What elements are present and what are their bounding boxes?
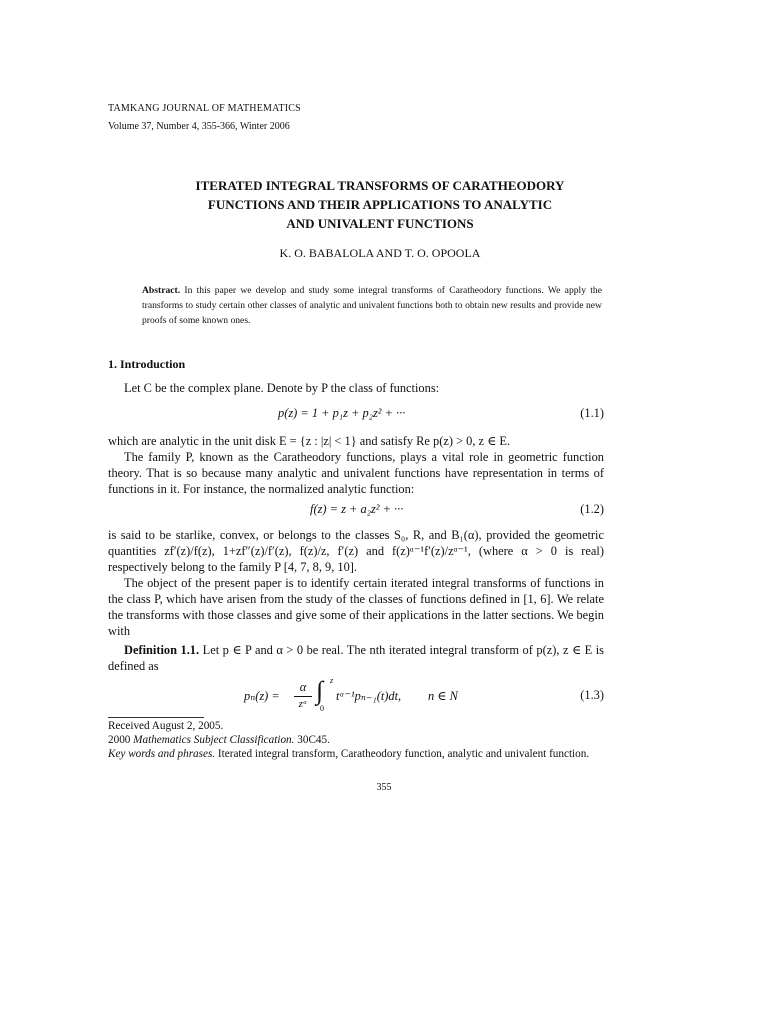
msc-label: Mathematics Subject Classification. bbox=[133, 734, 295, 746]
eq-frac-denominator: zᵅ bbox=[298, 698, 308, 710]
paragraph-text: is said to be starlike, convex, or belongs to the classes S₀, R, and B₁(α), provided the geometric quantities zf′(z)/f(z), 1+zf″(z)/f′(z), f(z)/z, f′(z) and f(z)ᵅ⁻¹f′(z)/zᵅ⁻¹, (where α > 0 is real) respectively belong to the family P [4, 7, 8, 9, 10]. bbox=[108, 528, 604, 574]
eq-frac-numerator: α bbox=[299, 680, 307, 694]
integral-sign: ∫ bbox=[316, 676, 324, 705]
definition-text: Let p ∈ P and α > 0 be real. The nth iterated integral transform of p(z), z ∈ E is defined as bbox=[108, 643, 604, 673]
msc-year: 2000 bbox=[108, 734, 131, 746]
footnote-rule bbox=[108, 717, 204, 718]
integral-lower-limit: 0 bbox=[320, 704, 324, 713]
eq-frac-bar bbox=[294, 696, 312, 697]
title-line: ITERATED INTEGRAL TRANSFORMS OF CARATHEODORY bbox=[195, 178, 565, 193]
authors: K. O. BABALOLA AND T. O. OPOOLA bbox=[279, 246, 481, 260]
paper-title bbox=[130, 176, 630, 233]
equation-1-3 bbox=[244, 676, 544, 714]
paragraph bbox=[108, 433, 604, 497]
page-number: 355 bbox=[376, 782, 392, 793]
paragraph-text: which are analytic in the unit disk E = {z : |z| < 1} and satisfy Re p(z) > 0, z ∈ E. bbox=[108, 434, 511, 448]
paragraph-text: Let C be the complex plane. Denote by P the class of functions: bbox=[124, 381, 440, 395]
equation-number: (1.2) bbox=[580, 502, 604, 516]
footnote-received: Received August 2, 2005. bbox=[108, 720, 224, 732]
paragraph bbox=[108, 527, 604, 639]
abstract bbox=[142, 283, 602, 328]
footnote-keywords bbox=[108, 747, 604, 761]
eq-integrand: tᵅ⁻¹pₙ₋₁(t)dt, bbox=[336, 689, 402, 703]
journal-volume: Volume 37, Number 4, 355-366, Winter 2006 bbox=[108, 121, 290, 132]
equation-number: (1.1) bbox=[580, 406, 604, 420]
abstract-text: In this paper we develop and study some integral transforms of Caratheodory functions. We apply the transforms to study certain other classes of analytic and univalent functions both to obtain new results and provide new proofs of some known ones. bbox=[142, 285, 602, 326]
title-line: AND UNIVALENT FUNCTIONS bbox=[286, 216, 474, 231]
definition-label: Definition 1.1. bbox=[124, 643, 200, 657]
integral-upper-limit: z bbox=[330, 676, 334, 685]
equation-1-2: f(z) = z + a₂z² + ··· bbox=[310, 502, 404, 516]
keywords-label: Key words and phrases. bbox=[108, 748, 216, 760]
footnote-msc bbox=[108, 733, 604, 747]
equation-number: (1.3) bbox=[580, 688, 604, 702]
eq-condition: n ∈ N bbox=[428, 689, 458, 703]
eq-lhs: pₙ(z) = bbox=[244, 689, 280, 703]
abstract-label: Abstract. bbox=[142, 285, 181, 296]
title-line: FUNCTIONS AND THEIR APPLICATIONS TO ANALYTIC bbox=[207, 197, 553, 212]
msc-code: 30C45. bbox=[297, 734, 330, 746]
paragraph-text: The family P, known as the Caratheodory functions, plays a vital role in geometric function theory. That is so because many analytic and univalent functions have representation in terms of functions in it. For instance, the normalized analytic function: bbox=[108, 450, 604, 496]
equation-1-1: p(z) = 1 + p₁z + p₂z² + ··· bbox=[278, 406, 406, 420]
paragraph-text: The object of the present paper is to identify certain iterated integral transforms of functions in the class P, which have arisen from the study of the classes of functions defined in [1, 6]. We relate the transforms with those classes and give some of their applications in the latter sections. We begin with bbox=[108, 576, 604, 638]
section-heading: 1. Introduction bbox=[108, 357, 186, 371]
paragraph bbox=[108, 380, 604, 396]
keywords-text: Iterated integral transform, Caratheodory function, analytic and univalent function. bbox=[217, 748, 590, 760]
journal-name: TAMKANG JOURNAL OF MATHEMATICS bbox=[108, 103, 301, 114]
definition bbox=[108, 642, 604, 674]
definition-line bbox=[108, 642, 604, 674]
